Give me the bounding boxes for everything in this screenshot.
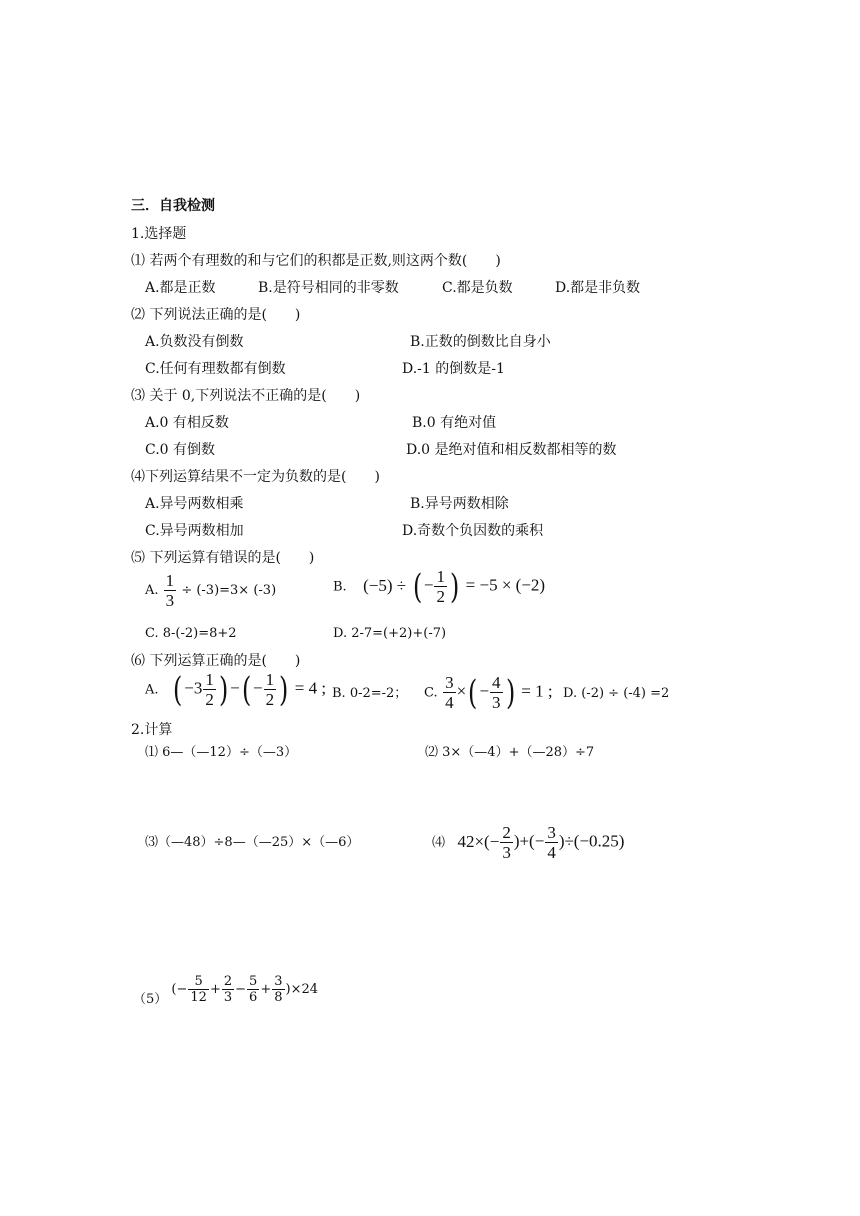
calc-4-fraction-1 (500, 824, 513, 861)
calc-4-denominator-2: 4 (547, 843, 556, 862)
q6-stem: ⑹ 下列运算正确的是( ) (131, 653, 301, 669)
q3-option-c: C.0 有倒数 (145, 442, 216, 458)
q6-c-numerator-2: 4 (492, 673, 501, 692)
q2-stem: ⑵ 下列说法正确的是( ) (131, 307, 301, 323)
q6-c-times: × (456, 681, 467, 701)
q3-stem: ⑶ 关于 0,下列说法不正确的是( ) (131, 388, 361, 404)
q5-stem: ⑸ 下列运算有错误的是( ) (131, 550, 315, 566)
q6-c-result: = 1 ; (521, 681, 553, 701)
q5-a-rest: ÷ (-3)=3× (-3) (181, 583, 277, 598)
q5-b-label: B. (333, 579, 347, 595)
calc-5-denominator-1: 12 (190, 990, 207, 1005)
left-paren-icon: ( (468, 672, 478, 713)
q1-option-a: A.都是正数 (145, 280, 216, 296)
calc-problem-3: ⑶（—48）÷8—（—25）×（—6） (145, 835, 360, 850)
q5-a-numerator: 1 (165, 571, 175, 590)
q5-b-neg: − (423, 575, 434, 595)
q6-c-denominator-1: 4 (445, 693, 454, 712)
calc-4-fraction-2 (545, 824, 558, 861)
q6-a-result: = 4 ; (294, 678, 327, 698)
calc-5-denominator-3: 6 (249, 990, 258, 1005)
q6-a-label: A. (145, 682, 159, 698)
q5-b-numerator: 1 (436, 567, 445, 586)
calc-5-op-3: + (260, 982, 272, 997)
calc-5-numerator-3: 5 (249, 974, 258, 989)
calc-4-part-b: )+(− (513, 831, 545, 851)
calc-5-fraction-1 (188, 975, 209, 1004)
q4-stem: ⑷下列运算结果不一定为负数的是( ) (131, 469, 380, 485)
calc-5-denominator-2: 3 (223, 990, 233, 1005)
right-paren-icon: ) (279, 669, 289, 710)
q4-option-b: B.异号两数相除 (410, 496, 509, 512)
left-paren-icon: ( (172, 669, 183, 710)
q6-a-numerator-1: 1 (205, 670, 214, 689)
q1-option-d: D.都是非负数 (555, 280, 641, 296)
q5-b-fraction (434, 568, 447, 605)
calc-5-fraction-4 (272, 975, 284, 1004)
calc-4-part-a: 42×(− (457, 831, 500, 851)
q1-option-b: B.是符号相同的非零数 (258, 280, 399, 296)
calc-5-close: )×24 (285, 982, 319, 997)
calc-5-numerator-4: 3 (274, 974, 283, 989)
q3-option-d: D.0 是绝对值和相反数都相等的数 (406, 442, 617, 458)
calc-5-fraction-3 (247, 975, 259, 1004)
q6-a-fraction-1 (203, 671, 216, 708)
right-paren-icon: ) (218, 669, 229, 710)
left-paren-icon: ( (241, 669, 251, 710)
q6-c-fraction-2 (490, 674, 503, 711)
q2-option-c: C.任何有理数都有倒数 (145, 361, 286, 377)
q6-a-neg: − (252, 678, 263, 698)
calc-4-numerator-2: 3 (547, 823, 556, 842)
calc-4-part-c: )÷(−0.25) (558, 831, 625, 851)
calc-5-denominator-4: 8 (274, 990, 283, 1005)
q6-a-minus: − (230, 678, 240, 698)
right-paren-icon: ) (449, 566, 460, 607)
q5-b-denominator: 2 (436, 587, 445, 606)
q2-option-b: B.正数的倒数比自身小 (410, 334, 551, 350)
q4-option-c: C.异号两数相加 (145, 523, 244, 539)
q5-b-right: = −5 × (−2) (465, 575, 546, 595)
calc-5-fraction-2 (222, 975, 234, 1004)
q5-option-c: C. 8-(-2)=8+2 (145, 626, 237, 641)
q6-option-c (424, 674, 553, 711)
q6-c-denominator-2: 3 (492, 693, 501, 712)
calc-problem-5-label: （5） (133, 992, 168, 1007)
part2-heading: 2.计算 (131, 722, 173, 738)
calc-problem-1: ⑴ 6—（—12）÷（—3） (145, 745, 298, 760)
part1-heading: 1.选择题 (131, 226, 187, 242)
q5-option-d: D. 2-7=(+2)+(-7) (333, 626, 447, 641)
calc-5-op-1: + (209, 982, 221, 997)
calc-problem-4 (432, 824, 624, 861)
q4-option-a: A.异号两数相乘 (145, 496, 244, 512)
q5-a-label: A. (145, 583, 159, 598)
q4-option-d: D.奇数个负因数的乘积 (402, 523, 544, 539)
q6-c-label: C. (424, 685, 438, 701)
q6-c-numerator-1: 3 (445, 673, 454, 692)
q6-c-neg: − (479, 681, 490, 701)
q2-option-a: A.负数没有倒数 (145, 334, 244, 350)
section-title: 三．自我检测 (131, 198, 215, 214)
calc-5-numerator-1: 5 (194, 974, 203, 989)
calc-4-numerator-1: 2 (502, 823, 511, 842)
calc-5-op-2: − (235, 982, 247, 997)
calc-problem-2: ⑵ 3×（—4）+（—28）÷7 (425, 745, 595, 760)
q3-option-a: A.0 有相反数 (145, 415, 229, 431)
q6-a-denominator-2: 2 (265, 690, 275, 709)
q6-a-fraction-2 (264, 671, 277, 708)
calc-4-denominator-1: 3 (502, 843, 511, 862)
q6-option-a (145, 671, 326, 708)
q6-a-whole: −3 (184, 678, 203, 698)
q6-option-b: B. 0-2=-2； (332, 686, 408, 701)
q5-option-a (145, 572, 276, 609)
q5-option-b (333, 568, 545, 605)
q5-a-denominator: 3 (165, 591, 175, 610)
q5-b-left: (−5) ÷ (363, 575, 407, 595)
q6-c-fraction-1 (443, 674, 456, 711)
q6-a-denominator-1: 2 (205, 690, 214, 709)
q6-option-d: D. (-2) ÷ (-4) =2 (563, 686, 670, 701)
q1-stem: ⑴ 若两个有理数的和与它们的积都是正数,则这两个数( ) (131, 253, 501, 269)
calc-5-numerator-2: 2 (223, 974, 233, 989)
right-paren-icon: ) (505, 672, 515, 713)
calc-5-expression (167, 974, 319, 1005)
q1-option-c: C.都是负数 (442, 280, 513, 296)
q6-a-numerator-2: 1 (265, 670, 275, 689)
calc-problem-5 (133, 975, 318, 1009)
calc-problem-4-label: ⑷ (432, 835, 446, 851)
q5-a-fraction (164, 572, 177, 609)
left-paren-icon: ( (412, 566, 422, 607)
q3-option-b: B.0 有绝对值 (412, 415, 497, 431)
calc-5-open: (− (171, 982, 188, 997)
q2-option-d: D.-1 的倒数是-1 (402, 361, 505, 377)
